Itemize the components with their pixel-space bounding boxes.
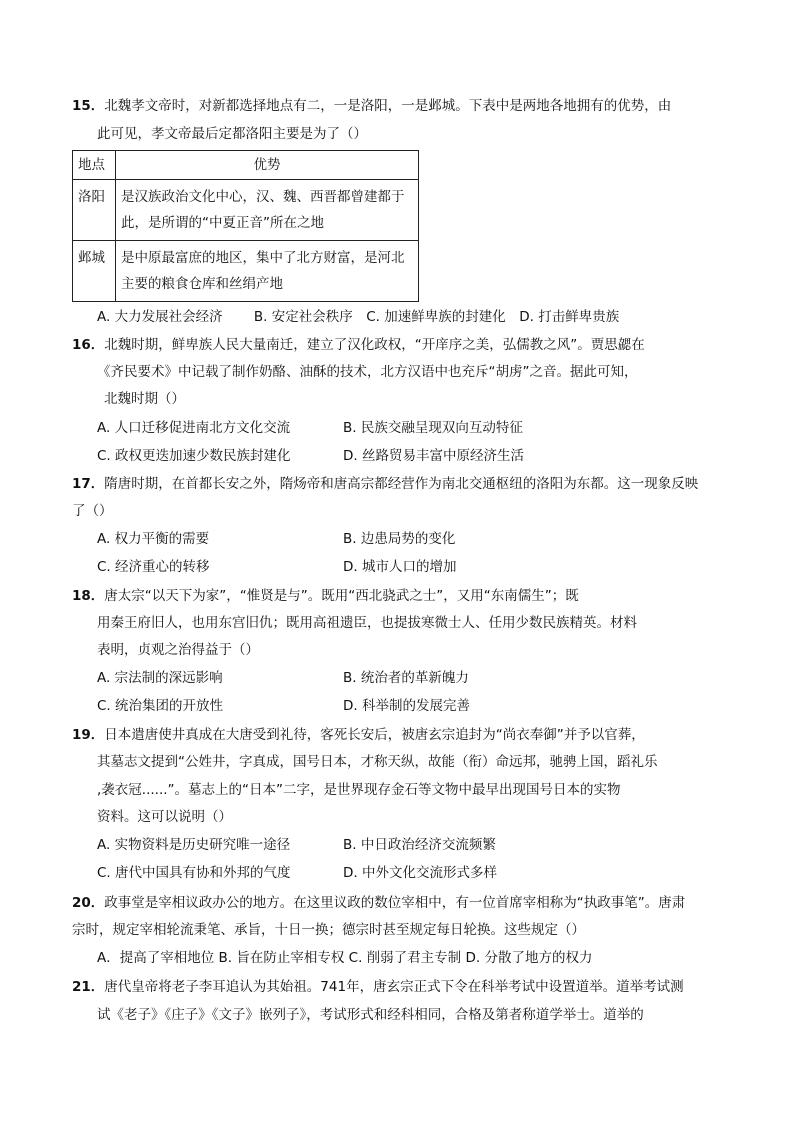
table-cell-advantage: 是中原最富庶的地区，集中了北方财富，是河北 主要的粮食仓库和丝绢产地 (116, 241, 419, 302)
q16-option-c[interactable]: C. 政权更迭加速少数民族封建化 (97, 448, 291, 464)
q18-option-b[interactable]: B. 统治者的革新魄力 (343, 670, 469, 686)
q17-number: 17． (72, 476, 105, 492)
q16-line3: 北魏时期（） (104, 391, 185, 407)
q19-option-b[interactable]: B. 中日政治经济交流频繁 (343, 837, 496, 853)
q20-number: 20． (72, 895, 105, 911)
q16-number: 16． (72, 337, 105, 353)
q16-option-d[interactable]: D. 丝路贸易丰富中原经济生活 (343, 448, 524, 464)
q17-option-c[interactable]: C. 经济重心的转移 (97, 559, 210, 575)
q16-line2: 《齐民要术》中记载了制作奶酪、油酥的技术，北方汉语中也充斥“胡虏”之音。据此可知， (97, 364, 638, 380)
q17-option-a[interactable]: A. 权力平衡的需要 (97, 531, 210, 547)
q18-line1: 18．唐太宗“以天下为家”，“惟贤是与”。既用“西北骁武之士”，又用“东南儒生”；既 (72, 588, 579, 604)
q19-number: 19． (72, 727, 105, 743)
q21-number: 21． (72, 979, 105, 995)
q19-option-a[interactable]: A. 实物资料是历史研究唯一途径 (97, 837, 291, 853)
table-cell-place: 洛阳 (73, 180, 116, 241)
q16-option-a[interactable]: A. 人口迁移促进南北方文化交流 (97, 420, 291, 436)
q19-option-c[interactable]: C. 唐代中国具有协和外邦的气度 (97, 865, 291, 881)
q21-line1: 21．唐代皇帝将老子李耳追认为其始祖。741年，唐玄宗正式下令在科举考试中设置道举。道举考试测 (72, 979, 684, 995)
q17-option-b[interactable]: B. 边患局势的变化 (343, 531, 456, 547)
table-header-row (73, 151, 419, 180)
q17-option-d[interactable]: D. 城市人口的增加 (343, 559, 457, 575)
q20-line1: 20．政事堂是宰相议政办公的地方。在这里议政的数位宰相中，有一位首席宰相称为“执政事笔”。唐肃 (72, 895, 686, 911)
q21-line2: 试《老子》《庄子》《文子》嵌列子》，考试形式和经科相同，合格及第者称道学举士。道举的 (97, 1007, 644, 1023)
q16-option-b[interactable]: B. 民族交融呈现双向互动特征 (343, 420, 523, 436)
q15-table (72, 150, 419, 302)
q16-line1: 16．北魏时期，鲜卑族人民大量南迁，建立了汉化政权，“开庠序之美，弘儒教之风”。贾思勰在 (72, 337, 645, 353)
table-row (73, 180, 419, 241)
table-header-place: 地点 (73, 151, 116, 180)
q19-line2: 其墓志文提到“公姓井，字真成，国号日本，才称天纵，故能（衔）命远邦，驰骋上国，蹈礼乐 (97, 754, 658, 770)
q18-line3: 表明，贞观之治得益于（） (97, 642, 259, 658)
q18-number: 18． (72, 588, 105, 604)
q18-option-a[interactable]: A. 宗法制的深远影响 (97, 670, 223, 686)
q17-line2: 了（） (72, 503, 113, 519)
q15-options[interactable]: A. 大力发展社会经济 B. 安定社会秩序 C. 加速鲜卑族的封建化 D. 打击鲜卑贵族 (97, 309, 620, 325)
q15-line1: 15．北魏孝文帝时，对新都选择地点有二，一是洛阳，一是邺城。下表中是两地各地拥有的优势，由 (72, 98, 672, 114)
q18-line2: 用秦王府旧人，也用东宫旧仇；既用高祖遗臣，也提拔寒微士人、任用少数民族精英。材料 (97, 615, 637, 631)
q19-line3: ,袭衣冠......”。墓志上的“日本”二字，是世界现存金石等文物中最早出现国号日本的实物 (97, 782, 621, 798)
table-cell-place: 邺城 (73, 241, 116, 302)
q15-line2: 此可见，孝文帝最后定都洛阳主要是为了（） (97, 126, 367, 142)
q20-options[interactable]: A．提高了宰相地位 B. 旨在防止宰相专权 C. 削弱了君主专制 D. 分散了地方的权力 (97, 950, 593, 966)
table-row (73, 241, 419, 302)
table-cell-advantage: 是汉族政治文化中心，汉、魏、西晋都曾建都于 此，是所谓的“中夏正音”所在之地 (116, 180, 419, 241)
q18-option-d[interactable]: D. 科举制的发展完善 (343, 698, 470, 714)
q18-option-c[interactable]: C. 统治集团的开放性 (97, 698, 224, 714)
q17-line1: 17．隋唐时期，在首都长安之外，隋炀帝和唐高宗都经营作为南北交通枢纽的洛阳为东都。这一现象反映 (72, 476, 699, 492)
q20-line2: 宗时，规定宰相轮流秉笔、承旨，十日一换；德宗时甚至规定每日轮换。这些规定（） (72, 922, 585, 938)
q19-option-d[interactable]: D. 中外文化交流形式多样 (343, 865, 497, 881)
q19-line1: 19．日本遣唐使井真成在大唐受到礼待，客死长安后，被唐玄宗追封为“尚衣奉御”并予以官葬， (72, 727, 645, 743)
q15-number: 15． (72, 98, 105, 114)
q19-line4: 资料。这可以说明（） (97, 809, 232, 825)
table-header-advantage: 优势 (116, 151, 419, 180)
